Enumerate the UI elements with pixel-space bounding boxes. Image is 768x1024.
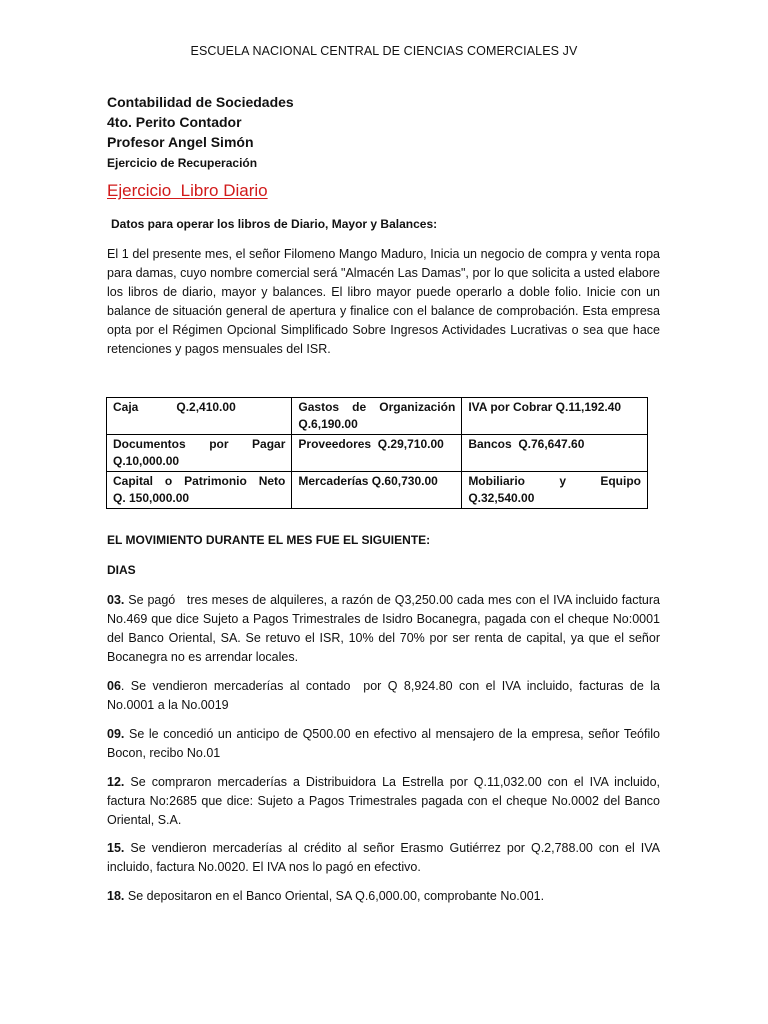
opening-balance-table xyxy=(106,397,648,509)
table-cell-iva-cobrar xyxy=(462,398,648,435)
entry-day: 18. xyxy=(107,889,125,903)
course-heading xyxy=(107,92,294,173)
list-item xyxy=(107,725,664,763)
capital-value: Q. 150,000.00 xyxy=(113,491,190,505)
exercise-subtitle: Ejercicio de Recuperación xyxy=(107,156,258,170)
table-cell-capital xyxy=(107,472,292,509)
intro-paragraph: El 1 del presente mes, el señor Filomeno Mango Maduro, Inicia un negocio de compra y venta ropa para damas, cuyo nombre comercial será "Almacén Las Damas", por lo que solicita a usted elabore los libros de diario, mayor y balances. El libro mayor puede operarlo a doble folio. Inicie con un balance de situación general de apertura y finalice con el balance de comprobación. Esta empresa opta por el Régimen Opcional Simplificado Sobre Ingresos Actividades Lucrativas o sea que hace retenciones y pagos mensuales del ISR. xyxy=(107,247,660,356)
list-item xyxy=(107,677,664,715)
documentos-label: Documentos por Pagar xyxy=(113,437,286,451)
capital-label: Capital o Patrimonio Neto xyxy=(113,474,286,488)
iva-cobrar: IVA por Cobrar Q.11,192.40 xyxy=(468,400,622,414)
table-row xyxy=(107,435,648,472)
table-cell-mobiliario xyxy=(462,472,648,509)
entry-text: Se vendieron mercaderías al crédito al señor Erasmo Gutiérrez por Q.2,788.00 con el IVA incluido, factura No.0020. El IVA nos lo pagó en efectivo. xyxy=(107,841,664,874)
documentos-value: Q.10,000.00 xyxy=(113,454,180,468)
mercaderias: Mercaderías Q.60,730.00 xyxy=(298,474,438,488)
entry-day: 03. xyxy=(107,593,125,607)
entry-day: 12. xyxy=(107,775,125,789)
proveedores: Proveedores Q.29,710.00 xyxy=(298,437,444,451)
bancos: Bancos Q.76,647.60 xyxy=(468,437,585,451)
gastos-label: Gastos de Organización xyxy=(298,400,456,414)
days-title: DIAS xyxy=(107,563,136,577)
table-cell-mercaderias xyxy=(292,472,462,509)
entry-text: Se pagó tres meses de alquileres, a razón de Q3,250.00 cada mes con el IVA incluido factura No.469 que dice Sujeto a Pagos Trimestrales de Isidro Bocanegra, pagada con el cheque No:0001 del Banco Oriental, SA. Se retuvo el ISR, 10% del 70% por ser renta de capital, ya que el señor Bocanegra no es arrendar locales. xyxy=(107,593,664,664)
gastos-value: Q.6,190.00 xyxy=(298,417,358,431)
table-cell-gastos xyxy=(292,398,462,435)
entry-day: 15. xyxy=(107,841,125,855)
entry-text: Se depositaron en el Banco Oriental, SA Q.6,000.00, comprobante No.001. xyxy=(124,889,545,903)
table-cell-bancos xyxy=(462,435,648,472)
table-cell-proveedores xyxy=(292,435,462,472)
movement-title: EL MOVIMIENTO DURANTE EL MES FUE EL SIGUIENTE: xyxy=(107,533,431,547)
school-name: ESCUELA NACIONAL CENTRAL DE CIENCIAS COMERCIALES JV xyxy=(190,44,578,58)
entry-text: Se compraron mercaderías a Distribuidora La Estrella por Q.11,032.00 con el IVA incluido, factura No:2685 que dice: Sujeto a Pagos Trimestrales pagada con el cheque No.0002 del Banco Oriental, S.A. xyxy=(107,775,664,827)
table-row xyxy=(107,398,648,435)
list-item xyxy=(107,839,664,877)
entry-day: 06 xyxy=(107,679,121,693)
grade-name: 4to. Perito Contador xyxy=(107,114,242,130)
mobiliario-value: Q.32,540.00 xyxy=(468,491,535,505)
data-title: Datos para operar los libros de Diario, Mayor y Balances: xyxy=(111,217,438,231)
gastos-line xyxy=(298,399,455,416)
caja-label: Caja xyxy=(113,400,139,414)
list-item xyxy=(107,591,664,667)
course-name: Contabilidad de Sociedades xyxy=(107,94,294,110)
exercise-title: Ejercicio Libro Diario xyxy=(107,181,268,200)
entry-text: Se le concedió un anticipo de Q500.00 en efectivo al mensajero de la empresa, señor Teófilo Bocon, recibo No.01 xyxy=(107,727,664,760)
list-item xyxy=(107,773,664,830)
table-cell-documentos xyxy=(107,435,292,472)
table-row xyxy=(107,472,648,509)
caja-value: Q.2,410.00 xyxy=(176,400,236,414)
table-cell-caja xyxy=(107,398,292,435)
teacher-name: Profesor Angel Simón xyxy=(107,134,254,150)
entry-day: 09. xyxy=(107,727,125,741)
entry-text: . Se vendieron mercaderías al contado por Q 8,924.80 con el IVA incluido, facturas de la No.0001 a la No.0019 xyxy=(107,679,664,712)
mobiliario-label: Mobiliario y Equipo xyxy=(468,474,641,488)
list-item xyxy=(107,887,660,906)
